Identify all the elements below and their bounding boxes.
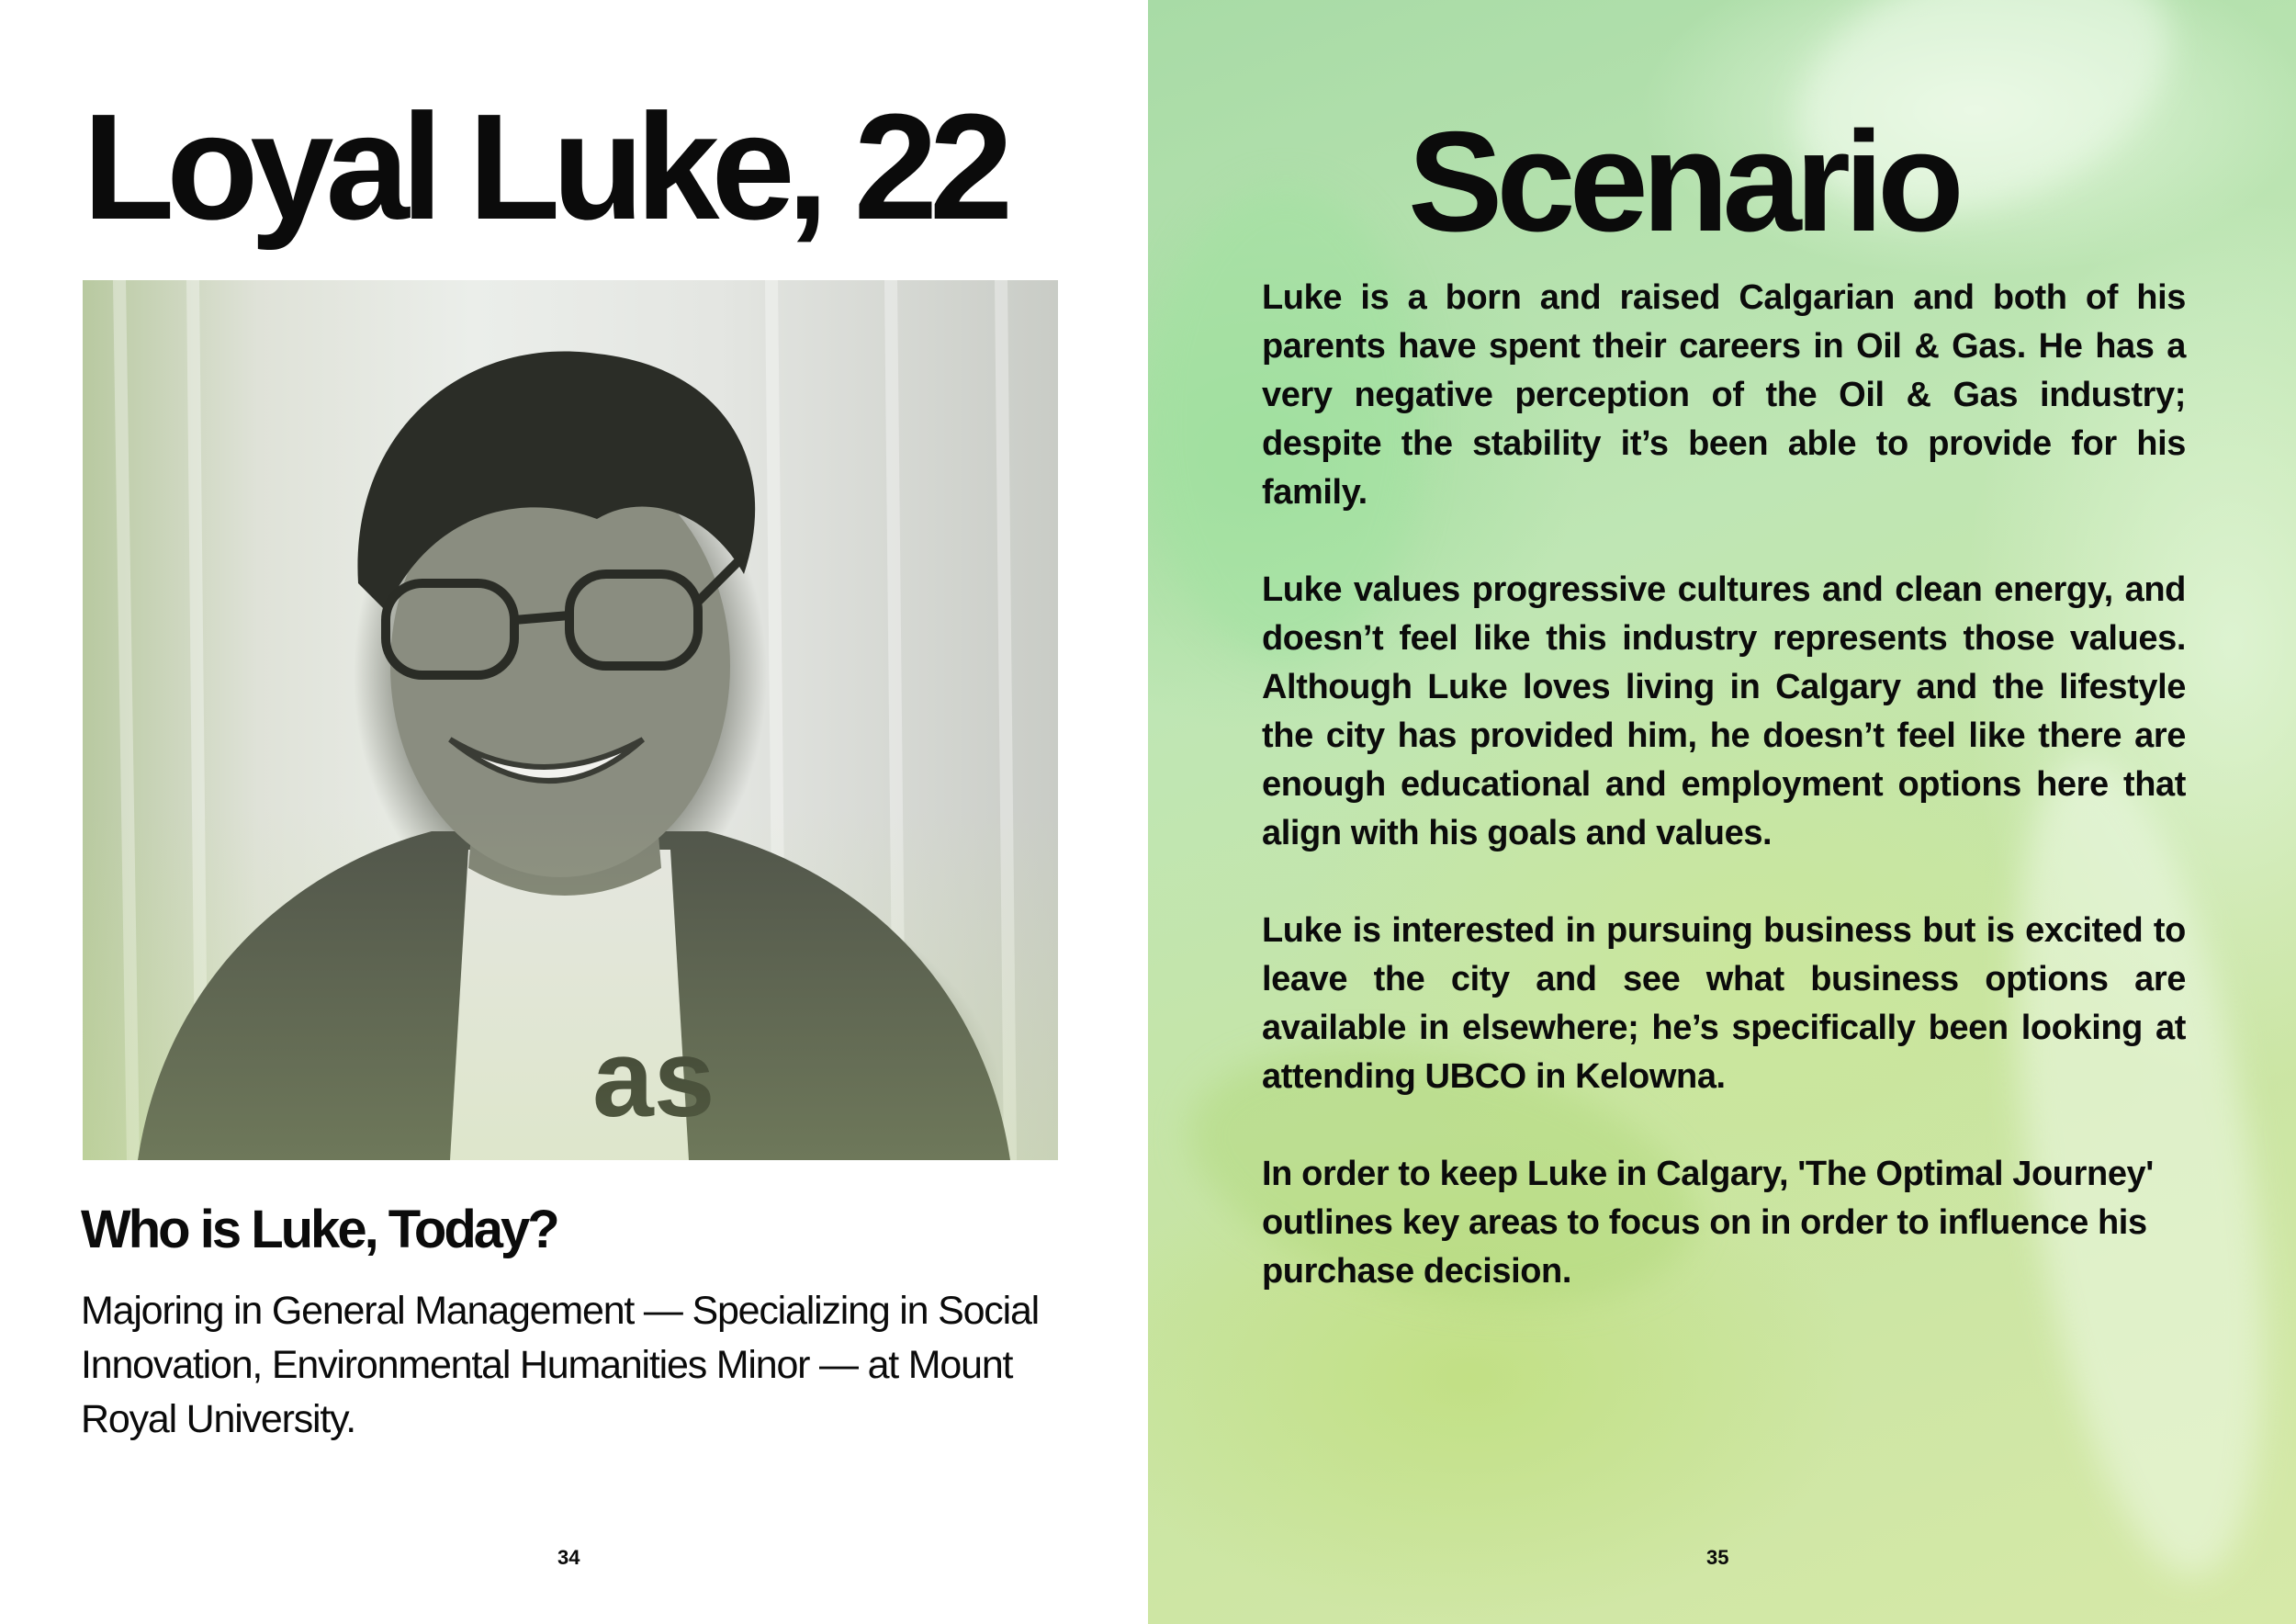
scenario-paragraph: Luke is interested in pursuing business but is excited to leave the city and see what business options are available in elsewhere; he’s specifically been looking at attending UBCO in Kelowna.	[1262, 911, 2186, 1096]
section-heading: Who is Luke, Today?	[81, 1200, 557, 1259]
scenario-paragraph: In order to keep Luke in Calgary, 'The Optimal Journey' outlines key areas to focus on in order to influence his purchase decision.	[1262, 1155, 2154, 1291]
scenario-body	[1262, 274, 2186, 1345]
right-page	[1148, 0, 2296, 1624]
page-number-left: 34	[557, 1546, 580, 1569]
persona-photo	[83, 280, 1058, 1160]
scenario-title: Scenario	[1408, 102, 1958, 261]
scenario-paragraph: Luke is a born and raised Calgarian and both of his parents have spent their careers in Oil & Gas. He has a very negative perception of the Oil & Gas industry; despite the stability it’s been able to provide for his family.	[1262, 278, 2186, 512]
persona-photo-illustration	[83, 280, 1058, 1160]
persona-description: Majoring in General Management — Specializing in Social Innovation, Environmental Humanities Minor — at Mount Royal University.	[81, 1289, 1040, 1441]
scenario-paragraph: Luke values progressive cultures and clean energy, and doesn’t feel like this industry represents those values. Although Luke loves living in Calgary and the lifestyle the city has provided him, he doesn’t feel like there are enough educational and employment options here that align with his goals and values.	[1262, 570, 2186, 852]
persona-title: Loyal Luke, 22	[83, 83, 1006, 251]
page-number-right: 35	[1706, 1546, 1729, 1569]
